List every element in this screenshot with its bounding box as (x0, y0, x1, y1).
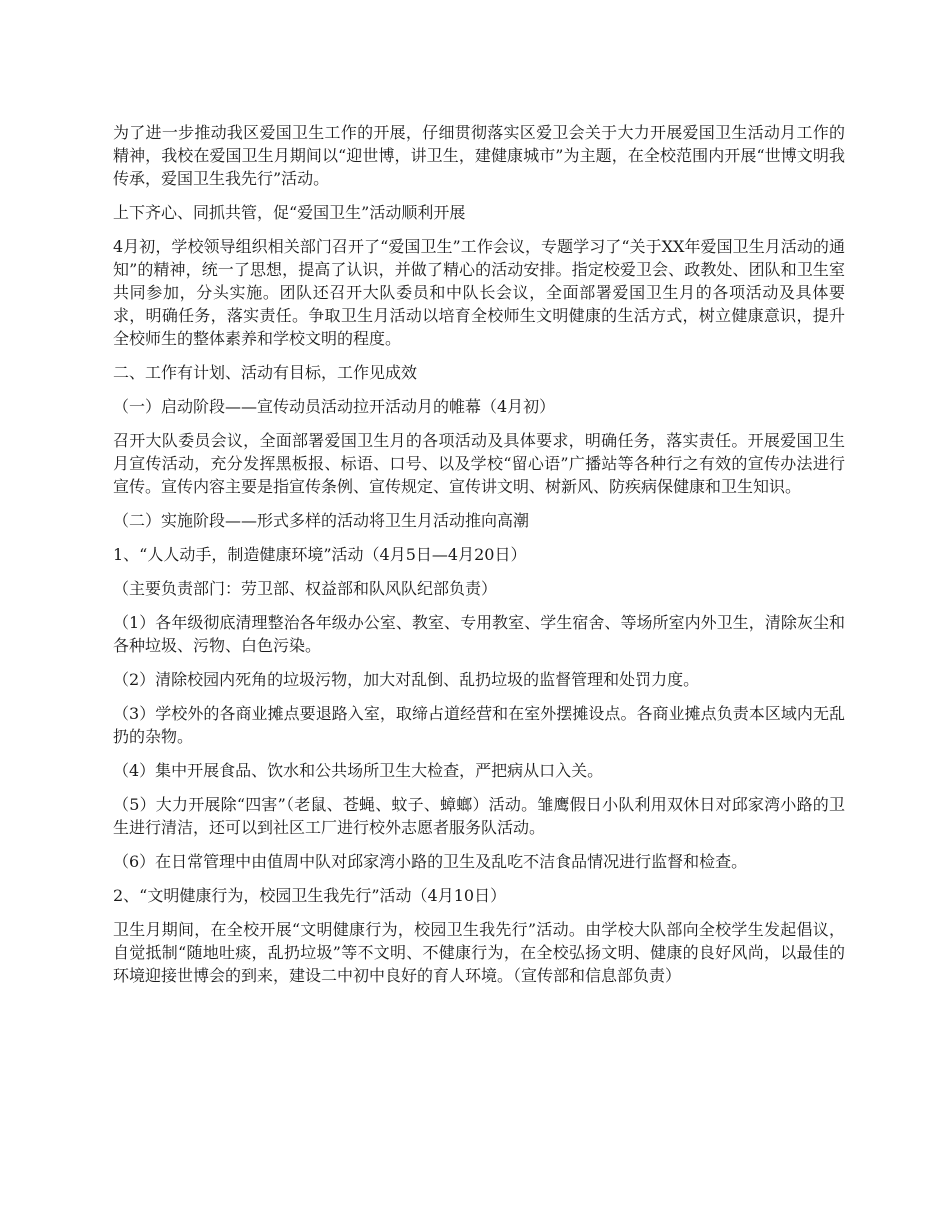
paragraph-early-april-meeting: 4月初，学校领导组织相关部门召开了“爱国卫生”工作会议，专题学习了“关于XX年爱国卫生月活动的通知”的精神，统一了思想，提高了认识，并做了精心的活动安排。指定校爱卫会、政教处、团队和卫生室共同参加，分头实施。团队还召开大队委员和中队长会议，全面部署爱国卫生月的各项活动及具体要求，明确任务，落实责任。争取卫生月活动以培育全校师生文明健康的生活方式，树立健康意识，提升全校师生的整体素养和学校文明的程度。 (113, 237, 845, 348)
list-item-5: （5）大力开展除“四害”（老鼠、苍蝇、蚊子、蟑螂）活动。雏鹰假日小队利用双休日对邱家湾小路的卫生进行清洁，还可以到社区工厂进行校外志愿者服务队活动。 (113, 795, 845, 837)
paragraph-launch-details: 召开大队委员会议，全面部署爱国卫生月的各项活动及具体要求，明确任务，落实责任。开展爱国卫生月宣传活动，充分发挥黑板报、标语、口号、以及学校“留心语”广播站等各种行之有效的宣传办法进行宣传。宣传内容主要是指宣传条例、宣传规定、宣传讲文明、树新风、防疾病保健康和卫生知识。 (113, 431, 845, 496)
subsection-heading-launch: （一）启动阶段——宣传动员活动拉开活动月的帷幕（4月初） (113, 397, 556, 416)
section-heading-cooperation: 上下齐心、同抓共管，促“爱国卫生”活动顺利开展 (113, 203, 466, 222)
list-item-6: （6）在日常管理中由值周中队对邱家湾小路的卫生及乱吃不洁食品情况进行监督和检查。 (113, 852, 748, 871)
list-item-4: （4）集中开展食品、饮水和公共场所卫生大检查，严把病从口入关。 (113, 761, 604, 780)
paragraph-activity-two: 卫生月期间，在全校开展“文明健康行为，校园卫生我先行”活动。由学校大队部向全校学生发起倡议，自觉抵制“随地吐痰，乱扔垃圾”等不文明、不健康行为，在全校弘扬文明、健康的良好风尚，以最佳的环境迎接世博会的到来，建设二中初中良好的育人环境。（宣传部和信息部负责） (113, 920, 845, 985)
document-body (113, 121, 845, 998)
activity-heading-one: 1、“人人动手，制造健康环境”活动（4月5日—4月20日） (113, 545, 527, 564)
section-heading-two: 二、工作有计划、活动有目标，工作见成效 (113, 363, 418, 382)
list-item-3: （3）学校外的各商业摊点要退路入室，取缔占道经营和在室外摆摊设点。各商业摊点负责本区域内无乱扔的杂物。 (113, 704, 845, 746)
activity-one-departments: （主要负责部门：劳卫部、权益部和队风队纪部负责） (113, 579, 498, 598)
list-item-1: （1）各年级彻底清理整治各年级办公室、教室、专用教室、学生宿舍、等场所室内外卫生，清除灰尘和各种垃圾、污物、白色污染。 (113, 613, 845, 655)
paragraph-intro: 为了进一步推动我区爱国卫生工作的开展，仔细贯彻落实区爱卫会关于大力开展爱国卫生活动月工作的精神，我校在爱国卫生月期间以“迎世博，讲卫生，建健康城市”为主题，在全校范围内开展“世博文明我传承，爱国卫生我先行”活动。 (113, 123, 845, 188)
activity-heading-two: 2、“文明健康行为，校园卫生我先行”活动（4月10日） (113, 886, 507, 905)
list-item-2: （2）清除校园内死角的垃圾污物，加大对乱倒、乱扔垃圾的监督管理和处罚力度。 (113, 670, 700, 689)
subsection-heading-implementation: （二）实施阶段——形式多样的活动将卫生月活动推向高潮 (113, 511, 530, 530)
